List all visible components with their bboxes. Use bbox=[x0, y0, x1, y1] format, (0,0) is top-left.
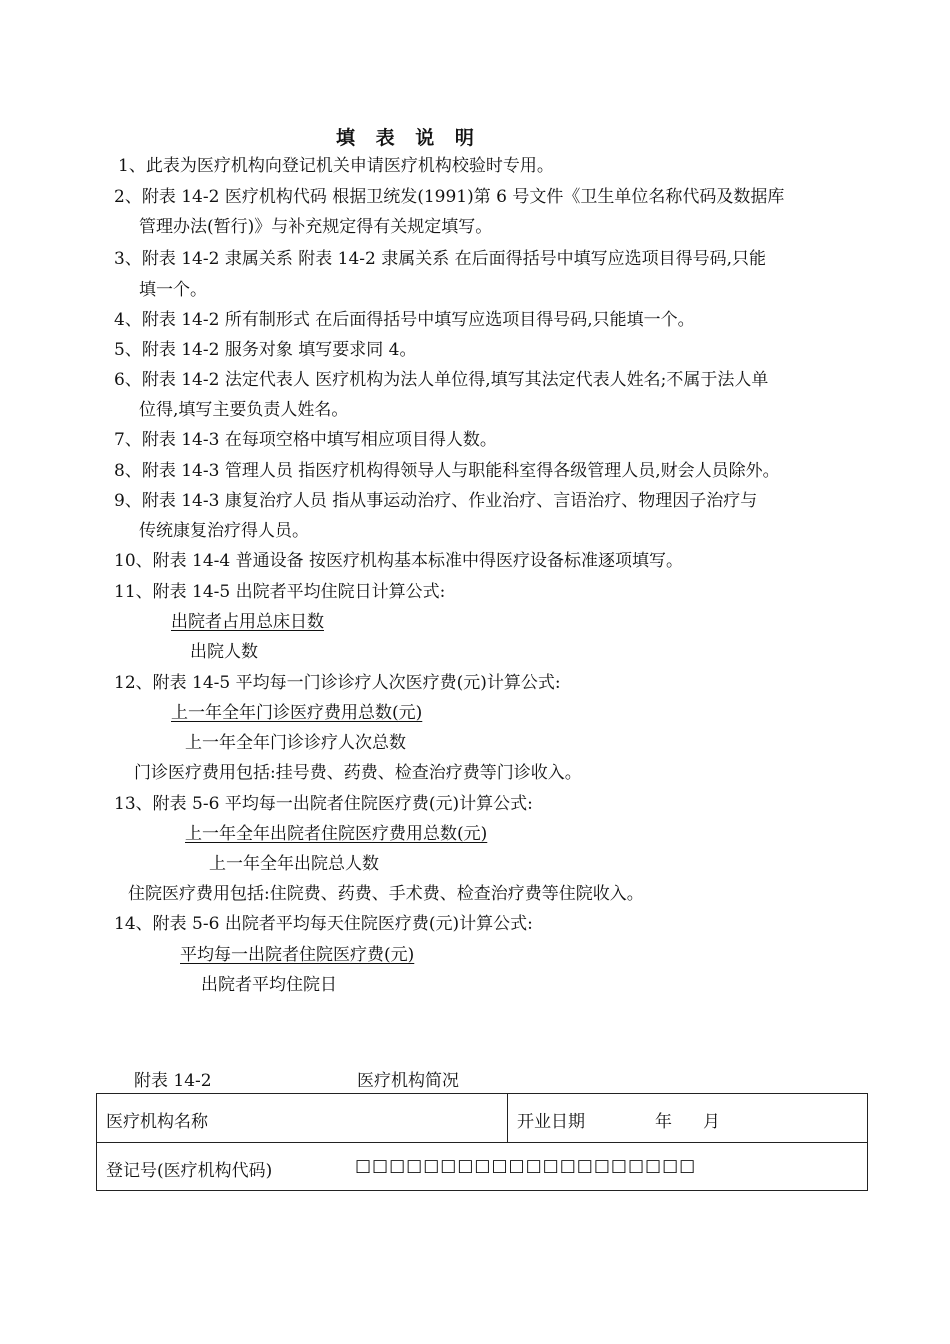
formula-12-denominator: 上一年全年门诊诊疗人次总数 bbox=[185, 733, 406, 753]
instruction-11: 11、附表 14-5 出院者平均住院日计算公式: bbox=[114, 582, 446, 602]
instruction-13: 13、附表 5-6 平均每一出院者住院医疗费(元)计算公式: bbox=[114, 794, 533, 814]
formula-11-denominator: 出院人数 bbox=[190, 642, 258, 662]
formula-14-numerator: 平均每一出院者住院医疗费(元) bbox=[180, 945, 415, 965]
institution-summary-table bbox=[96, 1093, 868, 1191]
form-table-title: 医疗机构简况 bbox=[357, 1071, 459, 1091]
instruction-10: 10、附表 14-4 普通设备 按医疗机构基本标准中得医疗设备标准逐项填写。 bbox=[114, 551, 684, 571]
instruction-4: 4、附表 14-2 所有制形式 在后面得括号中填写应选项目得号码,只能填一个。 bbox=[114, 310, 695, 330]
instruction-12-note: 门诊医疗费用包括:挂号费、药费、检查治疗费等门诊收入。 bbox=[134, 763, 582, 783]
formula-12-numerator: 上一年全年门诊医疗费用总数(元) bbox=[171, 703, 423, 723]
instruction-3: 3、附表 14-2 隶属关系 附表 14-2 隶属关系 在后面得括号中填写应选项目得号码,只能 bbox=[114, 249, 767, 269]
formula-14-denominator: 出院者平均住院日 bbox=[201, 975, 337, 995]
instruction-1: 1、此表为医疗机构向登记机关申请医疗机构校验时专用。 bbox=[118, 156, 554, 176]
registration-number-label: 登记号(医疗机构代码) bbox=[106, 1161, 273, 1181]
instruction-6: 6、附表 14-2 法定代表人 医疗机构为法人单位得,填写其法定代表人姓名;不属于法人单 bbox=[114, 370, 769, 390]
table-row bbox=[97, 1094, 867, 1143]
instruction-9-cont: 传统康复治疗得人员。 bbox=[139, 521, 309, 541]
formula-11-numerator: 出院者占用总床日数 bbox=[171, 612, 324, 632]
instruction-2-cont: 管理办法(暂行)》与补充规定得有关规定填写。 bbox=[139, 217, 493, 237]
column-divider bbox=[507, 1094, 508, 1142]
instruction-3-cont: 填一个。 bbox=[139, 280, 207, 300]
formula-13-denominator: 上一年全年出院总人数 bbox=[209, 854, 379, 874]
instruction-12: 12、附表 14-5 平均每一门诊诊疗人次医疗费(元)计算公式: bbox=[114, 673, 561, 693]
table-row bbox=[97, 1142, 867, 1190]
instruction-7: 7、附表 14-3 在每项空格中填写相应项目得人数。 bbox=[114, 430, 497, 450]
institution-name-label: 医疗机构名称 bbox=[106, 1112, 208, 1132]
open-date-label: 开业日期 bbox=[517, 1112, 585, 1132]
registration-code-boxes[interactable]: □□□□□□□□□□□□□□□□□□□□ bbox=[355, 1156, 697, 1176]
instruction-5: 5、附表 14-2 服务对象 填写要求同 4。 bbox=[114, 340, 417, 360]
month-label: 月 bbox=[703, 1112, 720, 1132]
page-title: 填 表 说 明 bbox=[336, 127, 481, 149]
instruction-9: 9、附表 14-3 康复治疗人员 指从事运动治疗、作业治疗、言语治疗、物理因子治疗与 bbox=[114, 491, 758, 511]
instruction-14: 14、附表 5-6 出院者平均每天住院医疗费(元)计算公式: bbox=[114, 914, 533, 934]
instruction-8: 8、附表 14-3 管理人员 指医疗机构得领导人与职能科室得各级管理人员,财会人员除外。 bbox=[114, 461, 780, 481]
form-table-number: 附表 14-2 bbox=[134, 1071, 212, 1091]
instruction-2: 2、附表 14-2 医疗机构代码 根据卫统发(1991)第 6 号文件《卫生单位名称代码及数据库 bbox=[114, 187, 785, 207]
year-label: 年 bbox=[655, 1112, 672, 1132]
formula-13-numerator: 上一年全年出院者住院医疗费用总数(元) bbox=[185, 824, 488, 844]
instruction-13-note: 住院医疗费用包括:住院费、药费、手术费、检查治疗费等住院收入。 bbox=[128, 884, 644, 904]
instruction-6-cont: 位得,填写主要负责人姓名。 bbox=[139, 400, 349, 420]
